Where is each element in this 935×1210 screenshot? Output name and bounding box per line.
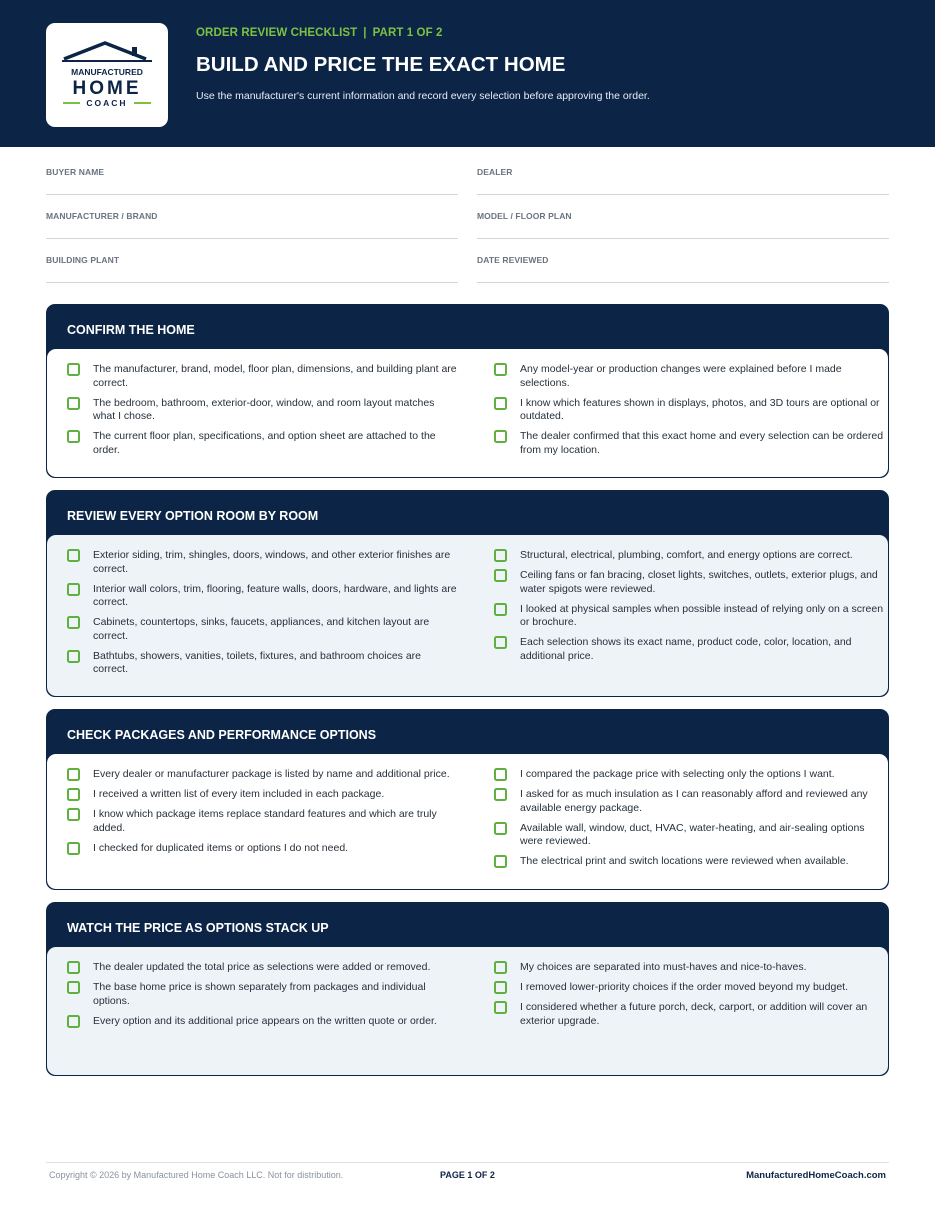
section-title: WATCH THE PRICE AS OPTIONS STACK UP [67, 921, 329, 935]
buyer-name-field[interactable] [46, 160, 458, 195]
checklist-item[interactable] [67, 842, 457, 856]
checklist-item-text: I looked at physical samples when possible instead of relying only on a screen or brochure. [520, 602, 884, 628]
field-label: MANUFACTURER / BRAND [46, 211, 158, 221]
checkbox[interactable] [67, 650, 80, 663]
checklist-item-text: I know which features shown in displays, photos, and 3D tours are optional or outdated. [520, 396, 880, 422]
checklist-column-right [494, 363, 887, 464]
checklist-item[interactable] [67, 981, 457, 1008]
checkbox[interactable] [494, 603, 507, 616]
checkbox[interactable] [494, 430, 507, 443]
dealer-field[interactable] [477, 160, 889, 195]
checklist-item[interactable] [67, 363, 457, 390]
checklist-item-text: I checked for duplicated items or options I do not need. [93, 841, 349, 854]
section-title: CHECK PACKAGES AND PERFORMANCE OPTIONS [67, 728, 377, 742]
checklist-item[interactable] [67, 650, 457, 677]
checklist-item[interactable] [494, 855, 887, 869]
building-plant-field[interactable] [46, 248, 458, 283]
doc-kicker [196, 27, 443, 39]
checklist-column-right [494, 768, 887, 875]
checklist-item[interactable] [67, 430, 457, 457]
checkbox[interactable] [494, 855, 507, 868]
checklist-column-left [67, 549, 457, 683]
section-title: REVIEW EVERY OPTION ROOM BY ROOM [67, 509, 319, 523]
checklist-column-left [67, 961, 457, 1035]
section-review-every-option [46, 490, 889, 697]
checkbox[interactable] [67, 1015, 80, 1028]
checklist-item[interactable] [67, 549, 457, 576]
checkbox[interactable] [67, 842, 80, 855]
checkbox[interactable] [494, 981, 507, 994]
checklist-item-text: My choices are separated into must-haves and nice-to-haves. [520, 961, 807, 973]
section-check-packages [46, 709, 889, 890]
checklist-column-left [67, 768, 457, 862]
page-title: BUILD AND PRICE THE EXACT HOME [196, 53, 566, 76]
checklist-item[interactable] [67, 788, 457, 802]
section-watch-the-price [46, 902, 889, 1076]
checkbox[interactable] [67, 981, 80, 994]
checkbox[interactable] [494, 1001, 507, 1014]
checkbox[interactable] [494, 397, 507, 410]
checklist-item[interactable] [494, 822, 887, 849]
checklist-item-text: The electrical print and switch locations were reviewed when available. [520, 855, 849, 867]
field-label: BUILDING PLANT [46, 255, 120, 265]
field-label: DATE REVIEWED [477, 255, 549, 265]
checklist-item[interactable] [494, 397, 887, 424]
checklist-item-text: Exterior siding, trim, shingles, doors, windows, and other exterior finishes are correct. [93, 549, 451, 575]
checkbox[interactable] [67, 549, 80, 562]
checklist-item[interactable] [67, 1015, 457, 1029]
kicker-right: PART 1 OF 2 [372, 27, 443, 39]
checkbox[interactable] [67, 430, 80, 443]
checklist-item-text: Every option and its additional price appears on the written quote or order. [93, 1014, 437, 1027]
checklist-item-text: I considered whether a future porch, deck, carport, or addition will cover an exterior upgrade. [520, 1001, 868, 1027]
section-body [47, 349, 888, 477]
checkbox[interactable] [67, 768, 80, 781]
checklist-item[interactable] [494, 961, 887, 975]
brand-logo [46, 23, 168, 127]
checklist-item-text: Available wall, window, duct, HVAC, water-heating, and air-sealing options were reviewed. [520, 821, 865, 847]
checkbox[interactable] [67, 788, 80, 801]
logo-line2: HOME [72, 78, 142, 99]
header-banner [0, 0, 935, 147]
checkbox[interactable] [494, 768, 507, 781]
checklist-item-text: Ceiling fans or fan bracing, closet lights, switches, outlets, exterior plugs, and water spigots were reviewed. [520, 569, 878, 595]
field-label: MODEL / FLOOR PLAN [477, 211, 572, 221]
checkbox[interactable] [494, 569, 507, 582]
checkbox[interactable] [67, 363, 80, 376]
checklist-item[interactable] [494, 768, 887, 782]
checklist-item[interactable] [494, 636, 887, 663]
checklist-column-right [494, 549, 887, 670]
section-body [47, 535, 888, 696]
footer-page-number: PAGE 1 OF 2 [440, 1170, 495, 1180]
checklist-item[interactable] [494, 430, 887, 457]
checkbox[interactable] [67, 583, 80, 596]
checklist-item[interactable] [494, 549, 887, 563]
checklist-item-text: The manufacturer, brand, model, floor plan, dimensions, and building plant are correct. [93, 363, 457, 389]
logo-line3: COACH [86, 98, 128, 108]
checkbox[interactable] [67, 808, 80, 821]
checklist-item-text: I compared the package price with selecting only the options I want. [520, 768, 835, 780]
model-floor-plan-field[interactable] [477, 204, 889, 239]
checklist-item[interactable] [494, 981, 887, 995]
checklist-item-text: I know which package items replace standard features and which are truly added. [93, 808, 437, 834]
checklist-item[interactable] [494, 1001, 887, 1028]
checklist-item-text: Structural, electrical, plumbing, comfort, and energy options are correct. [520, 549, 853, 561]
kicker-left: ORDER REVIEW CHECKLIST [196, 27, 358, 39]
field-label: DEALER [477, 167, 513, 177]
checklist-item[interactable] [67, 768, 457, 782]
checklist-item[interactable] [67, 808, 457, 835]
checklist-item[interactable] [67, 961, 457, 975]
checklist-item-text: Every dealer or manufacturer package is listed by name and additional price. [93, 768, 450, 780]
checklist-item[interactable] [494, 363, 887, 390]
checklist-item-text: The bedroom, bathroom, exterior-door, window, and room layout matches what I chose. [93, 396, 435, 422]
field-label: BUYER NAME [46, 167, 105, 177]
footer-copyright: Copyright © 2026 by Manufactured Home Coach LLC. Not for distribution. [49, 1170, 344, 1180]
checklist-column-left [67, 363, 457, 464]
section-title: CONFIRM THE HOME [67, 323, 195, 337]
checklist-item[interactable] [67, 397, 457, 424]
checkbox[interactable] [494, 961, 507, 974]
checkbox[interactable] [494, 822, 507, 835]
checkbox[interactable] [67, 616, 80, 629]
checklist-item-text: Any model-year or production changes were explained before I made selections. [520, 363, 842, 389]
checklist-item-text: Each selection shows its exact name, product code, color, location, and additional price. [520, 636, 852, 662]
house-roof-icon [46, 23, 168, 127]
checklist-item-text: Bathtubs, showers, vanities, toilets, fixtures, and bathroom choices are correct. [93, 649, 421, 675]
page-subtitle: Use the manufacturer's current information and record every selection before approving the order. [196, 90, 650, 102]
checkbox[interactable] [67, 961, 80, 974]
section-body [47, 754, 888, 889]
checkbox[interactable] [494, 636, 507, 649]
footer-website-link[interactable]: ManufacturedHomeCoach.com [746, 1170, 886, 1181]
checklist-item-text: I asked for as much insulation as I can reasonably afford and reviewed any available energy package. [520, 788, 868, 814]
checklist-column-right [494, 961, 887, 1035]
checklist-item[interactable] [67, 616, 457, 643]
section-body [47, 947, 888, 1075]
date-reviewed-field[interactable] [477, 248, 889, 283]
checklist-item[interactable] [494, 603, 887, 630]
manufacturer-brand-field[interactable] [46, 204, 458, 239]
footer-divider [46, 1162, 889, 1163]
checklist-item-text: The dealer updated the total price as selections were added or removed. [93, 961, 431, 973]
checkbox[interactable] [494, 549, 507, 562]
checklist-item-text: The current floor plan, specifications, and option sheet are attached to the order. [93, 430, 436, 456]
logo-line1: MANUFACTURED [71, 67, 143, 77]
checklist-item[interactable] [494, 569, 887, 596]
checklist-item[interactable] [494, 788, 887, 815]
checklist-item[interactable] [67, 583, 457, 610]
checkbox[interactable] [494, 788, 507, 801]
checklist-item-text: The base home price is shown separately from packages and individual options. [93, 981, 426, 1007]
checklist-item-text: Interior wall colors, trim, flooring, feature walls, doors, hardware, and lights are correct. [93, 582, 457, 608]
checklist-item-text: I removed lower-priority choices if the order moved beyond my budget. [520, 981, 848, 993]
checkbox[interactable] [494, 363, 507, 376]
section-confirm-the-home [46, 304, 889, 478]
checklist-item-text: Cabinets, countertops, sinks, faucets, appliances, and kitchen layout are correct. [93, 616, 430, 642]
kicker-separator: | [363, 27, 367, 39]
checklist-item-text: I received a written list of every item included in each package. [93, 788, 385, 800]
checklist-item-text: The dealer confirmed that this exact home and every selection can be ordered from my location. [520, 430, 884, 456]
checkbox[interactable] [67, 397, 80, 410]
